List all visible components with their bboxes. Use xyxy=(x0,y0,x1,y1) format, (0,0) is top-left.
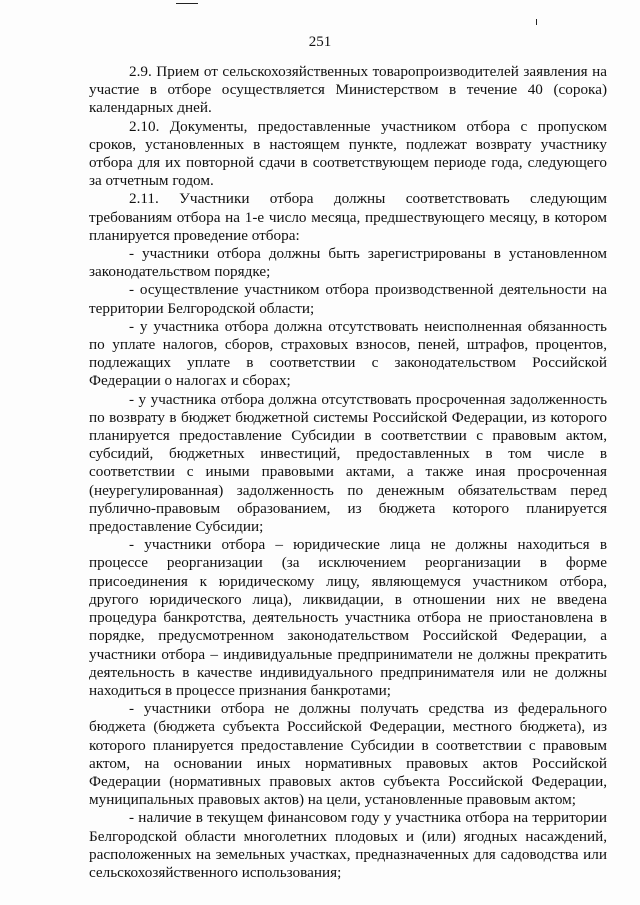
scan-mark xyxy=(536,19,537,25)
requirement-no-overdue-debt: - у участника отбора должна отсутствовать просроченная задолженность по возврату в бюджет бюджетной системы Российской Федерации, из которого планируется предоставление Субсидии в соответствии с правовым актом, субсидий, бюджетных инвестиций, предоставленных в том числе в соответствии с иными правовыми актами, а также иная просроченная (неурегулированная) задолженность по денежным обязательствам перед публично-правовым образованием, из бюджета которого планируется предоставление Субсидии; xyxy=(89,390,607,536)
page-number: 251 xyxy=(308,34,332,50)
paragraph-2-10: 2.10. Документы, предоставленные участником отбора с пропуском сроков, установленных в настоящем пункте, подлежат возврату участнику отбора для их повторной сдачи в соответствующем периоде года, следующего за отчетным годом. xyxy=(89,117,607,190)
requirement-no-tax-debt: - у участника отбора должна отсутствовать неисполненная обязанность по уплате налогов, сборов, страховых взносов, пеней, штрафов, процентов, подлежащих уплате в соответствии с законодательством Российской Федерации о налогах и сборах; xyxy=(89,317,607,390)
document-body xyxy=(89,63,607,882)
requirement-no-other-funds: - участники отбора не должны получать средства из федерального бюджета (бюджета субъекта Российской Федерации, местного бюджета), из которого планируется предоставление Субсидии в соответствии с правовым актом, на основании иных нормативных правовых актов Российской Федерации (нормативных правовых актов субъекта Российской Федерации, муниципальных правовых актов) на цели, установленные правовым актом; xyxy=(89,700,607,809)
paragraph-2-9: 2.9. Прием от сельскохозяйственных товаропроизводителей заявления на участие в отборе осуществляется Министерством в течение 40 (сорока) календарных дней. xyxy=(89,63,607,117)
requirement-territory: - осуществление участником отбора производственной деятельности на территории Белгородской области; xyxy=(89,281,607,317)
paragraph-2-11: 2.11. Участники отбора должны соответствовать следующим требованиям отбора на 1-е число месяца, предшествующего месяцу, в котором планируется проведение отбора: xyxy=(89,190,607,244)
requirement-orchards: - наличие в текущем финансовом году у участника отбора на территории Белгородской области многолетних плодовых и (или) ягодных насаждений, расположенных на земельных участках, предназначенных для садоводства или сельскохозяйственного использования; xyxy=(89,809,607,881)
scan-mark xyxy=(176,3,198,4)
requirement-no-reorganization: - участники отбора – юридические лица не должны находиться в процессе реорганизации (за исключением реорганизации в форме присоединения к юридическому лицу, являющемуся участником отбора, другого юридического лица), ликвидации, в отношении них не введена процедура банкротства, деятельность участника отбора не приостановлена в порядке, предусмотренном законодательством Российской Федерации, а участники отбора – индивидуальные предприниматели не должны прекратить деятельность в качестве индивидуального предпринимателя или не должны находиться в процессе признания банкротами; xyxy=(89,536,607,699)
requirement-registration: - участники отбора должны быть зарегистрированы в установленном законодательством порядке; xyxy=(89,245,607,281)
